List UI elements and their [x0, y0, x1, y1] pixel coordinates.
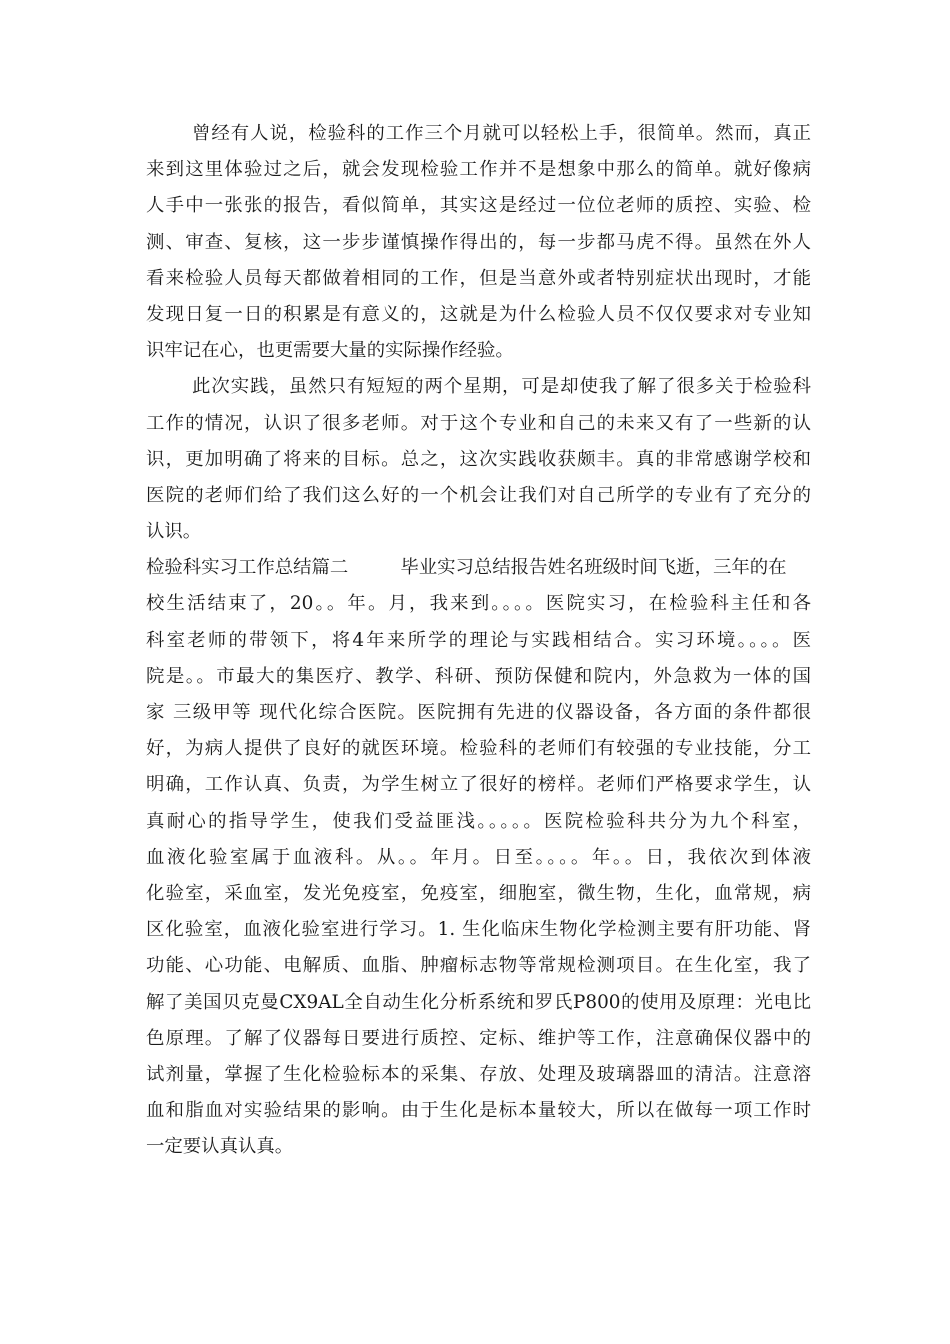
paragraph-2-line-4: 医院的老师们给了我们这么好的一个机会让我们对自己所学的专业有了充分的 [146, 484, 811, 506]
section-line-8: 血液化验室属于血液科。从。。年月。日至。。。。年。。日，我依次到体液 [146, 846, 811, 868]
section-first-line-text: 毕业实习总结报告姓名班级时间飞逝，三年的在 [400, 557, 787, 579]
paragraph-2-line-3: 识，更加明确了将来的目标。总之，这次实践收获颇丰。真的非常感谢学校和 [146, 448, 811, 470]
paragraph-1-line-2: 来到这里体验过之后，就会发现检验工作并不是想象中那么的简单。就好像病 [146, 159, 811, 181]
document-body [146, 116, 811, 1165]
section-line-10: 区化验室，血液化验室进行学习。1. 生化临床生物化学检测主要有肝功能、肾 [146, 919, 811, 941]
section-line-5: 好，为病人提供了良好的就医环境。检验科的老师们有较强的专业技能，分工 [146, 738, 811, 760]
section-line-13: 色原理。了解了仪器每日要进行质控、定标、维护等工作，注意确保仪器中的 [146, 1027, 811, 1049]
paragraph-1-line-5: 看来检验人员每天都做着相同的工作，但是当意外或者特别症状出现时，才能 [146, 267, 811, 289]
section-line-9: 化验室，采血室，发光免疫室，免疫室，细胞室，微生物，生化，血常规，病 [146, 882, 811, 904]
paragraph-1-line-3: 人手中一张张的报告，看似简单，其实这是经过一位位老师的质控、实验、检 [146, 195, 811, 217]
paragraph-1-line-7: 识牢记在心，也更需要大量的实际操作经验。 [146, 340, 514, 362]
section-line-1: 校生活结束了，20。。年。月，我来到。。。。医院实习，在检验科主任和各 [146, 593, 811, 615]
section-line-11: 功能、心功能、电解质、血脂、肿瘤标志物等常规检测项目。在生化室，我了 [146, 955, 811, 977]
section-title: 检验科实习工作总结篇二 [146, 557, 349, 579]
section-line-12: 解了美国贝克曼CX9AL全自动生化分析系统和罗氏P800的使用及原理：光电比 [146, 991, 811, 1013]
paragraph-1-line-1: 曾经有人说，检验科的工作三个月就可以轻松上手，很简单。然而，真正 [192, 123, 811, 144]
section-line-4: 家 三级甲等 现代化综合医院。医院拥有先进的仪器设备，各方面的条件都很 [146, 702, 811, 723]
paragraph-2-line-1: 此次实践，虽然只有短短的两个星期，可是却使我了解了很多关于检验科 [192, 376, 811, 398]
paragraph-1-line-6: 发现日复一日的积累是有意义的，这就是为什么检验人员不仅仅要求对专业知 [146, 303, 811, 325]
paragraph-1-line-4: 测、审查、复核，这一步步谨慎操作得出的，每一步都马虎不得。虽然在外人 [146, 231, 811, 253]
section-line-6: 明确，工作认真、负责，为学生树立了很好的榜样。老师们严格要求学生，认 [146, 774, 811, 796]
section-line-15: 血和脂血对实验结果的影响。由于生化是标本量较大，所以在做每一项工作时 [146, 1100, 811, 1122]
paragraph-2-line-2: 工作的情况，认识了很多老师。对于这个专业和自己的未来又有了一些新的认 [146, 412, 811, 434]
section-heading-line [146, 550, 811, 586]
section-line-2: 科室老师的带领下，将4年来所学的理论与实践相结合。实习环境。。。。医 [146, 629, 811, 651]
section-line-7: 真耐心的指导学生，使我们受益匪浅。。。。。医院检验科共分为九个科室， [146, 810, 811, 832]
paragraph-2-line-5: 认识。 [146, 521, 202, 543]
section-line-14: 试剂量，掌握了生化检验标本的采集、存放、处理及玻璃器皿的清洁。注意溶 [146, 1063, 811, 1085]
section-line-16: 一定要认真认真。 [146, 1136, 294, 1158]
section-line-3: 院是。。市最大的集医疗、教学、科研、预防保健和院内，外急救为一体的国 [146, 665, 811, 687]
